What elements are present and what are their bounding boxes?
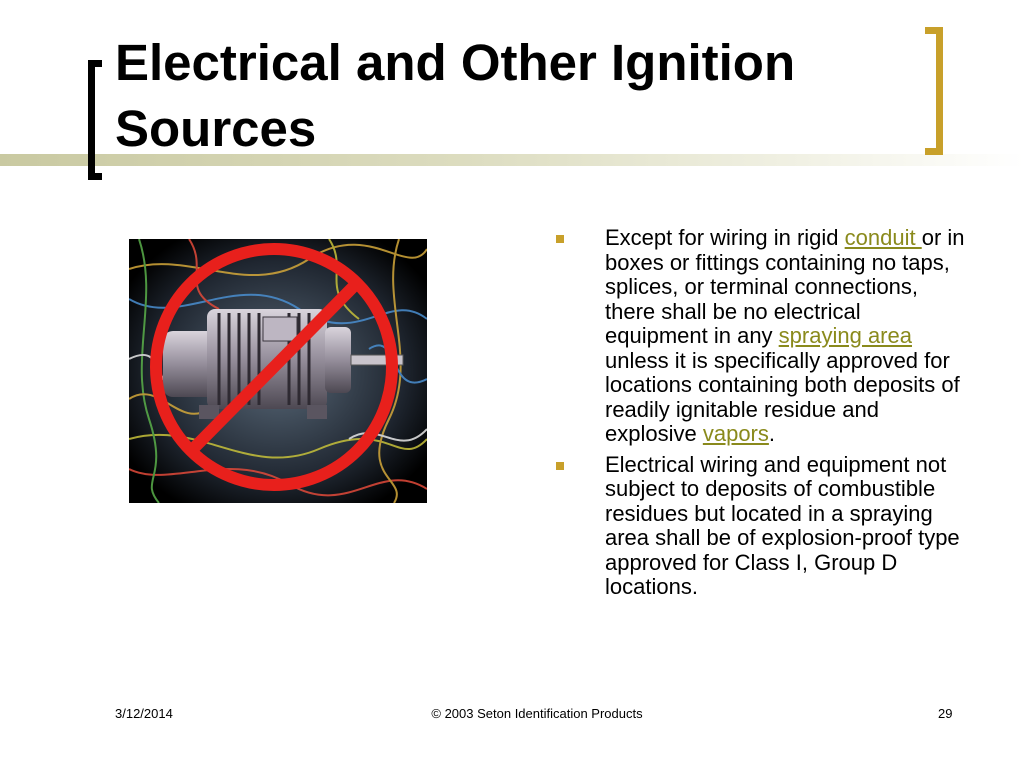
text-run: unless it is specifically approved for locations containing both deposits of readily ignitable residue and explosive	[605, 347, 960, 446]
square-bullet-icon	[556, 462, 564, 470]
right-bracket-decoration	[925, 27, 943, 155]
bullet-text	[605, 225, 965, 446]
no-electric-motor-icon	[129, 239, 427, 503]
link-conduit[interactable]: conduit	[844, 225, 922, 250]
slide-number: 29	[938, 706, 953, 721]
link-spraying-area[interactable]: spraying area	[778, 323, 912, 348]
left-bracket-decoration	[88, 60, 102, 180]
bullet-list	[556, 226, 966, 606]
bullet-item	[556, 226, 966, 447]
bullet-text: Electrical wiring and equipment not subject to deposits of combustible residues but located in a spraying area shall be of explosion-proof type approved for Class I, Group D locations.	[605, 451, 960, 599]
bullet-item	[556, 453, 966, 600]
text-run: .	[768, 421, 776, 446]
square-bullet-icon	[556, 235, 564, 243]
link-vapors[interactable]: vapors	[702, 421, 769, 446]
text-run: or in boxes or fittings containing no taps, splices, or terminal connections, there shall be no electrical equipment in any	[605, 225, 965, 348]
text-run: Except for wiring in rigid	[605, 225, 845, 250]
slide-title: Electrical and Other Ignition Sources	[115, 34, 796, 157]
footer-date: 3/12/2014	[115, 706, 173, 721]
footer-copyright: © 2003 Seton Identification Products	[431, 706, 643, 721]
